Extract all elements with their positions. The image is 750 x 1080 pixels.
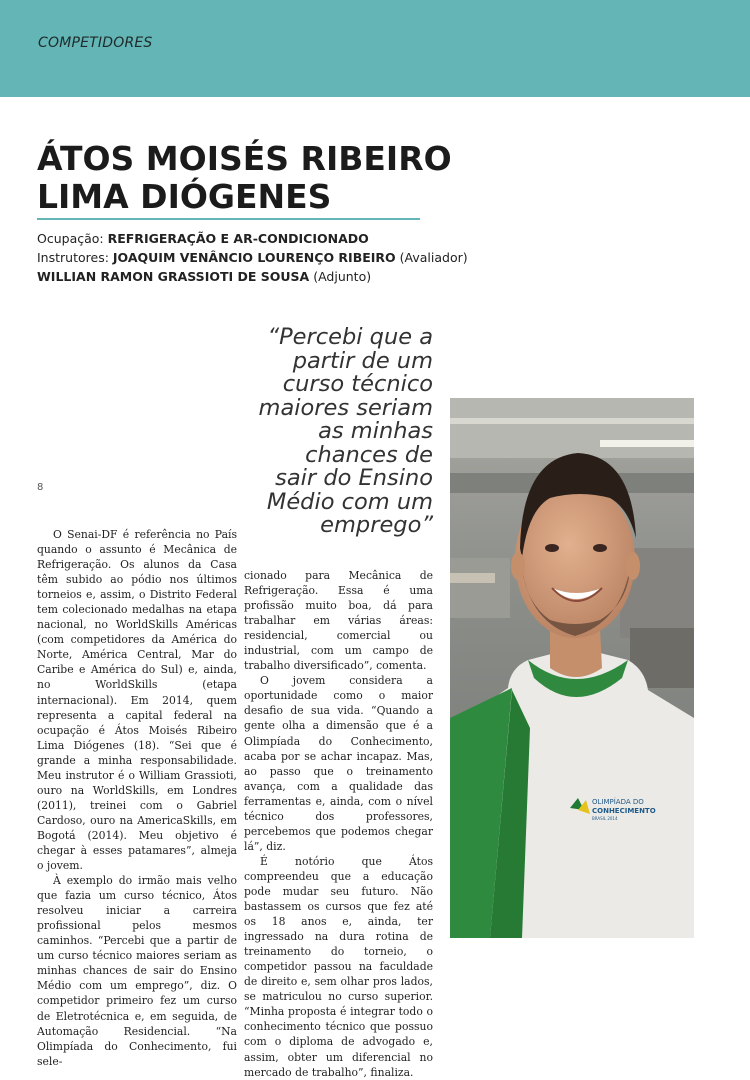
instructor-2-name: WILLIAN RAMON GRASSIOTI DE SOUSA	[37, 269, 310, 284]
instructor-1-role: (Avaliador)	[399, 250, 468, 265]
article-paragraph: cionado para Mecânica de Refrigeração. Essa é uma profissão muito boa, dá para trabalhar em várias áreas: residencial, comercial ou industrial, com um campo de trabalho diversificado”, comenta.	[244, 569, 433, 673]
competitor-meta	[37, 229, 468, 286]
quote-line: as minhas	[318, 418, 433, 444]
page-number: 8	[37, 482, 44, 493]
section-label: COMPETIDORES	[38, 35, 153, 51]
occupation-line	[37, 229, 468, 248]
article-paragraph: É notório que Átos compreendeu que a educação pode mudar seu futuro. Não bastassem os cursos que fez até os 18 anos e, ainda, ter ingressado na dura rotina de treinamento do torneio, o competidor passou na faculdade de direito e, sem olhar pros lados, se matriculou no curso superior. “Minha proposta é integrar todo o conhecimento técnico que possuo com o diploma de advogado e, assim, obter um diferencial no mercado de trabalho”, finaliza.	[244, 854, 433, 1079]
instructor-2-role: (Adjunto)	[313, 269, 372, 284]
quote-line: curso técnico	[282, 371, 433, 397]
competitor-photo-illustration	[450, 398, 694, 938]
quote-line: sair do Ensino	[275, 465, 433, 491]
quote-line: maiores seriam	[258, 394, 433, 421]
shirt-logo-line-2: CONHECIMENTO	[592, 807, 656, 815]
quote-line: “Percebi que a	[267, 324, 433, 350]
article-paragraph: O Senai-DF é referência no País quando o assunto é Mecânica de Refrigeração. Os alunos da Casa têm subido ao pódio nos últimos torneios e, assim, o Distrito Federal tem colecionado medalhas na etapa nacional, no WorldSkills Américas (com competidores da América do Norte, América Central, Mar do Caribe e América do Sul) e, ainda, no WorldSkills (etapa internacional). Em 2014, quem representa a capital federal na ocupação é Átos Moisés Ribeiro Lima Diógenes (18). “Sei que é grande a minha responsabilidade. Meu instrutor é o William Grassioti, ouro na WorldSkills, em Londres (2011), treinei com o Gabriel Cardoso, ouro na AmericaSkills, em Bogotá (2014). Meu objetivo é chegar à esses patamares”, almeja o jovem.	[37, 528, 237, 873]
shirt-logo-line-1: OLIMPÍADA DO	[592, 798, 644, 806]
occupation-value: REFRIGERAÇÃO E AR-CONDICIONADO	[107, 231, 369, 246]
instructors-line	[37, 248, 468, 267]
shirt-logo-line-3: BRASIL 2014	[592, 816, 618, 821]
instructor-1-name: JOAQUIM VENÂNCIO LOURENÇO RIBEIRO	[112, 250, 396, 265]
article-paragraph: O jovem considera a oportunidade como o maior desafio de sua vida. “Quando a gente olha a dimensão que é a Olimpíada do Conhecimento, acaba por se achar incapaz. Mas, ao passo que o treinamento avança, com a qualidade das ferramentas e, ainda, com o nível técnico dos professores, percebemos que podemos chegar lá”, diz.	[244, 674, 433, 853]
article-column-1	[37, 527, 237, 1069]
occupation-label: Ocupação:	[37, 231, 104, 246]
title-line-2: LIMA DIÓGENES	[37, 177, 332, 216]
quote-line: chances de	[305, 441, 433, 468]
pull-quote	[233, 326, 433, 538]
quote-line: partir de um	[292, 347, 433, 374]
competitor-photo	[450, 398, 694, 938]
title-line-1: ÁTOS MOISÉS RIBEIRO	[37, 139, 452, 178]
header-bar	[0, 0, 750, 97]
article-title	[37, 140, 457, 216]
instructor-2-line	[37, 267, 468, 286]
quote-line: emprego”	[320, 512, 433, 538]
quote-line: Médio com um	[266, 488, 433, 515]
title-divider	[37, 218, 420, 220]
article-column-2	[244, 568, 433, 1080]
instructors-label: Instrutores:	[37, 250, 109, 265]
article-paragraph: À exemplo do irmão mais velho que fazia um curso técnico, Átos resolveu iniciar a carreira profissional pelos mesmos caminhos. “Percebi que a partir de um curso técnico maiores seriam as minhas chances de sair do Ensino Médio com um emprego”, diz. O competidor primeiro fez um curso de Eletrotécnica e, em seguida, de Automação Residencial. “Na Olimpíada do Conhecimento, fui sele-	[37, 874, 237, 1068]
